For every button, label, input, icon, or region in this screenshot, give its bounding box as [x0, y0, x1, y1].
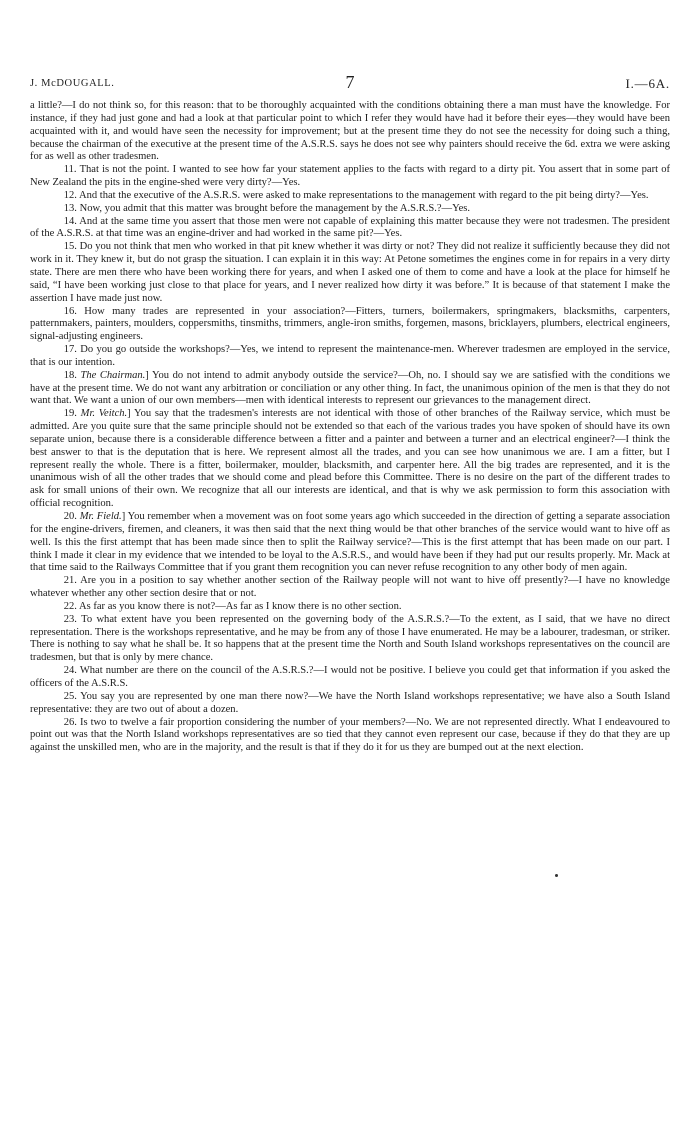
- question-number: 20.: [63, 511, 77, 522]
- question-paragraph: 19. Mr. Veitch.] You say that the tradesmen's interests are not identical with those of other branches of the Railway service, which must be admitted. Are you quite sure that the same principle should not be extended so that each of the various trades you have spoken of should have its own separate union, because there is a considerable difference between a fitter and a painter and between a turner and an electrical engineer?—I think the best answer to that is the deputation that is here. We represent almost all the trades, and you can see how unanimous we are. I am a fitter, but I represent really the whole. There is a fitter, boilermaker, moulder, blacksmith, and carpenter here. All the big trades are represented, and it is the unanimous wish of all the other trades that we should come and plead before this Committee. There is no desire on the part of the different trades to ask for small unions of their own. We recognize that all our interests are identical, and that is why we ask permission to form this association with official recognition.: [30, 408, 670, 510]
- question-number: 14.: [63, 215, 77, 227]
- paragraph-text: You say you are represented by one man there now?—We have the North Island workshops representative; we have also a South Island representative: they are two out of about a dozen.: [30, 690, 670, 715]
- question-paragraph: [30, 216, 670, 242]
- question-number: 13.: [63, 202, 77, 214]
- question-paragraph: [30, 614, 670, 665]
- question-number: 22.: [63, 600, 77, 612]
- paragraph-text: What number are there on the council of the A.S.R.S.?—I would not be positive. I believe you could get that information if you asked the officers of the A.S.R.S.: [30, 665, 671, 689]
- speaker-name: Mr. Field.: [79, 511, 122, 522]
- question-paragraph: [30, 190, 670, 203]
- paragraph-text: That is not the point. I wanted to see how far your statement applies to the facts with regard to a dirty pit. You assert that in some part of New Zealand the pits in the engine-shed were very dirty?—Yes.: [30, 164, 670, 189]
- question-number: 19.: [63, 408, 77, 420]
- question-number: 12.: [63, 189, 77, 201]
- paragraph-text: Are you in a position to say whether another section of the Railway people will not want to hive off presently?—I have no knowledge whatever whether any other section desire that or not.: [30, 575, 670, 600]
- paragraph-text: And at the same time you assert that those men were not capable of explaining this matter because they were not tradesmen. The president of the A.S.R.S. at that time was an engine-driver and had worked in the same pit?—Yes.: [30, 215, 670, 240]
- paragraph-text: Is two to twelve a fair proportion considering the number of your members?—No. We are not represented directly. What I endeavoured to point out was that the North Island workshops representatives are so tied that they cannot even represent our case, because if they do that they are up against the unskilled men, who are in the majority, and the result is that if they do it for us they are bumped out at the next election.: [30, 716, 670, 754]
- paragraph-text: Now, you admit that this matter was brought before the management by the A.S.R.S.?—Yes.: [79, 202, 471, 214]
- question-number: 26.: [63, 716, 77, 728]
- paragraph-text: To what extent have you been represented on the governing body of the A.S.R.S.?—To the extent, as I said, that we have no direct representation. There is the workshops representative, and he may be from any of those I have enumerated. He may be a labourer, tradesman, or striker. There is nothing to say what he shall be. It so happens that at the present time the North and South Island workshops representatives on the council are tradesmen, but that is only by mere chance.: [30, 613, 670, 664]
- paragraph-text: And that the executive of the A.S.R.S. were asked to make representations to the management with regard to the pit being dirty?—Yes.: [79, 189, 649, 201]
- question-number: 16.: [63, 305, 77, 317]
- question-number: 15.: [63, 241, 77, 253]
- question-number: 23.: [63, 613, 77, 625]
- question-number: 25.: [63, 690, 77, 702]
- running-head: [30, 72, 670, 94]
- question-paragraph: [30, 203, 670, 216]
- paragraph-text: How many trades are represented in your association?—Fitters, turners, boilermakers, springmakers, blacksmiths, carpenters, patternmakers, painters, moulders, coppersmiths, tinsmiths, trimmers, angle-iron smiths, forgemen, masons, bricklayers, plumbers, electrical engineers, signal-adjusting engineers.: [30, 305, 671, 343]
- question-number: 18.: [63, 369, 77, 381]
- paragraph-text: a little?—I do not think so, for this reason: that to be thoroughly acquainted with the conditions obtaining there a man must have the knowledge. For instance, if they had just gone and had a look at that particular point to which I refer they would have had it before their eyes—they would have been acquainted with it, and would have seen the necessity for improvement; but at the present time they do not see the necessity for doing such a thing, because the chairman of the executive at the present time of the A.S.R.S. says he does not see why painters should receive the 6d. extra we were asking for as well as other tradesmen.: [30, 100, 670, 163]
- paragraph-text: Do you go outside the workshops?—Yes, we intend to represent the maintenance-men. Wherever tradesmen are employed in the service, that is our intention.: [30, 344, 670, 368]
- question-paragraph: [30, 344, 670, 370]
- question-number: 17.: [63, 344, 77, 356]
- question-paragraph: [30, 100, 670, 164]
- speaker-name: Mr. Veitch.: [80, 408, 128, 420]
- paragraph-text: Do you not think that men who worked in that pit knew whether it was dirty or not? They did not realize it sufficiently because they did not work in it. They knew it, but do not grasp the situation. I can explain it in this way: At Petone sometimes the engines come in for repairs in a very dirty state. There are men there who have been working there for years, and when I asked one of them to come and have a look at the place for himself he said, “I have been working just close to that place for years, and I never realized how dirty it was before.” It is because of that statement I make the assertion I have made just now.: [30, 241, 670, 304]
- paper-reference: I.—6A.: [625, 76, 670, 91]
- question-paragraph: [30, 575, 670, 601]
- evidence-text: [30, 100, 670, 755]
- question-paragraph: [30, 306, 670, 345]
- witness-name: J. McDOUGALL.: [30, 78, 115, 89]
- paragraph-text: As far as you know there is not?—As far as I know there is no other section.: [79, 600, 402, 612]
- question-paragraph: [30, 601, 670, 614]
- question-number: 11.: [63, 164, 77, 176]
- stray-mark: [555, 874, 558, 877]
- question-number: 24.: [63, 665, 77, 677]
- paragraph-text: You say that the tradesmen's interests are not identical with those of other branches of the Railway service, which must be admitted. Are you quite sure that the same principle should not be extended so that each of the various trades you have spoken of should have its own separate union, because there is a considerable difference between a fitter and a painter and between a turner and an electrical engineer?—I think the best answer to that is the deputation that is here. We represent almost all the trades, and you can see how unanimous we are. I am a fitter, but I represent really the whole. There is a fitter, boilermaker, moulder, blacksmith, and carpenter here. All the big trades are represented, and it is the unanimous wish of all the other trades that we should come and plead before this Committee. There is no desire on the part of the different trades to ask for small unions of their own. We recognize that all our interests are identical, and that is why we ask permission to form this association with official recognition.: [30, 408, 670, 510]
- question-paragraph: [30, 665, 670, 691]
- page-number: 7: [345, 72, 355, 92]
- paragraph-text: You do not intend to admit anybody outside the service?—Oh, no. I should say we are satisfied with the conditions we have at the present time. We do not want any arbitration or conciliation or any other thing. In fact, the unanimous opinion of the men is that they do not want that. We want a union of our own members—men with identical interests to represent our grievances to the management direct.: [30, 369, 671, 407]
- question-number: 21.: [63, 575, 77, 587]
- question-paragraph: [30, 241, 670, 305]
- question-paragraph: 20. Mr. Field.] You remember when a movement was on foot some years ago which succeeded in the direction of getting a separate association for the engine-drivers, firemen, and cleaners, it was then said that the next thing would be that other branches of the service would want to hive off as well. Is this the first attempt that has been made since then to split the Railway service?—This is the first attempt that has been made on our part. I think I made it clear in my evidence that we intended to be loyal to the A.S.R.S., and would have been if they had put our results properly. Mr. Mack at that time said to the Railways Committee that if you grant them recognition you can never refuse recognition to any other body of men again.: [30, 511, 671, 574]
- speaker-name: The Chairman.: [80, 369, 146, 381]
- question-paragraph: 18. The Chairman.] You do not intend to admit anybody outside the service?—Oh, no. I should say we are satisfied with the conditions we have at the present time. We do not want any arbitration or conciliation or any other thing. In fact, the unanimous opinion of the men is that they do not want that. We want a union of our own members—men with identical interests to represent our grievances to the management direct.: [30, 369, 671, 407]
- paragraph-text: You remember when a movement was on foot some years ago which succeeded in the direction of getting a separate association for the engine-drivers, firemen, and cleaners, it was then said that the next thing would be that other branches of the service would want to hive off as well. Is this the first attempt that has been made since then to split the Railway service?—This is the first attempt that has been made on our part. I think I made it clear in my evidence that we intended to be loyal to the A.S.R.S., and would have been if they had put our results properly. Mr. Mack at that time said to the Railways Committee that if you grant them recognition you can never refuse recognition to any other body of men again.: [30, 511, 671, 574]
- question-paragraph: [30, 164, 670, 190]
- question-paragraph: [30, 691, 670, 717]
- question-paragraph: [30, 717, 670, 756]
